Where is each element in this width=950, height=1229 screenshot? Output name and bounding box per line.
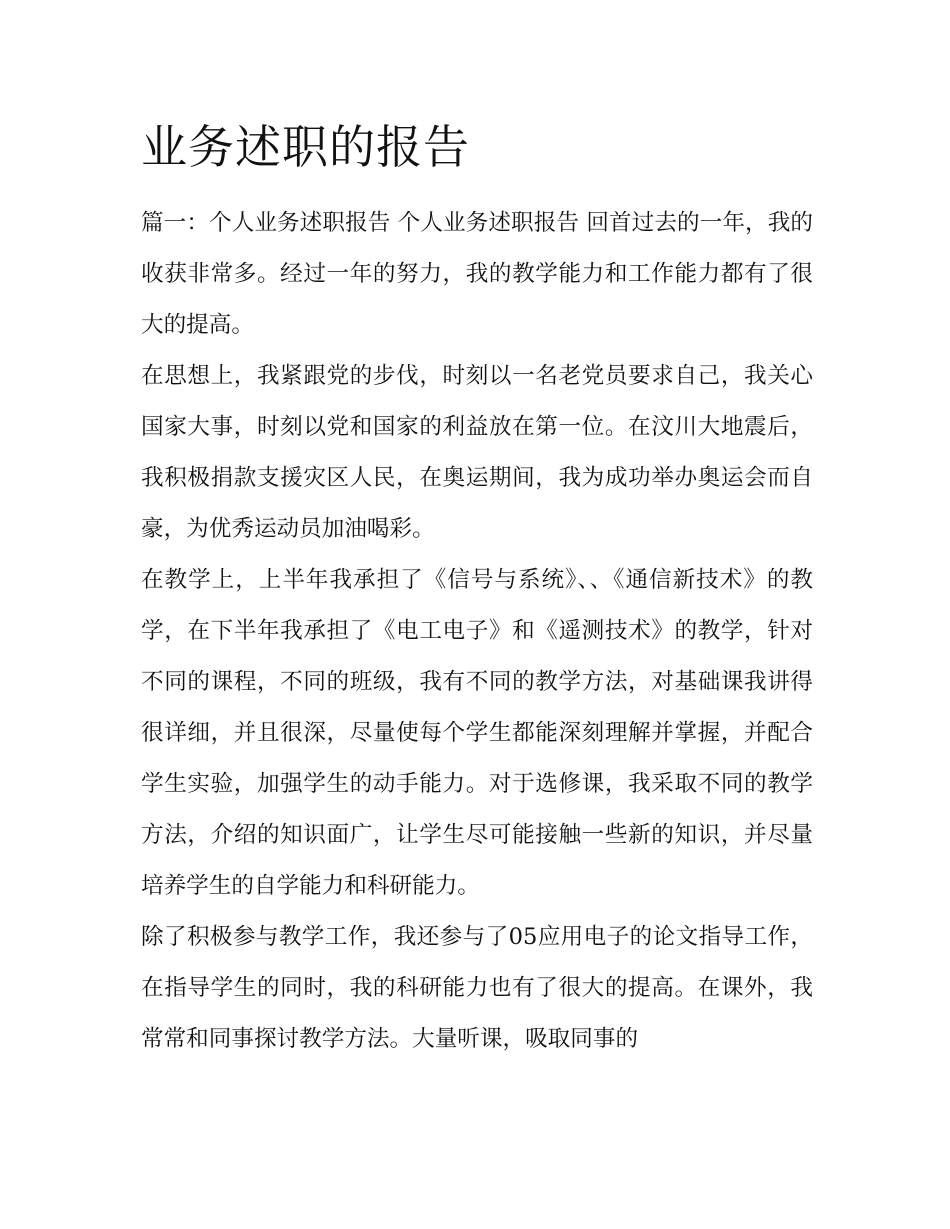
paragraph-teaching: 在教学上，上半年我承担了《信号与系统》、、《通信新技术》的教学，在下半年我承担了《电工电子》和《遥测技术》的教学，针对不同的课程，不同的班级，我有不同的教学方法，对基础课我讲得很详细，并且很深，尽量使每个学生都能深刻理解并掌握，并配合学生实验，加强学生的动手能力。对于选修课，我采取不同的教学方法，介绍的知识面广，让学生尽可能接触一些新的知识，并尽量培养学生的自学能力和科研能力。: [141, 567, 813, 899]
paragraph-research: 除了积极参与教学工作，我还参与了05应用电子的论文指导工作，在指导学生的同时，我的科研能力也有了很大的提高。在课外，我常常和同事探讨教学方法。大量听课，吸取同事的: [141, 924, 813, 1052]
document-title: 业务述职的报告: [141, 120, 470, 174]
paragraph-intro: 篇一：个人业务述职报告 个人业务述职报告 回首过去的一年，我的收获非常多。经过一年的努力，我的教学能力和工作能力都有了很大的提高。: [141, 210, 813, 338]
paragraph-ideology: 在思想上，我紧跟党的步伐，时刻以一名老党员要求自己，我关心国家大事，时刻以党和国家的利益放在第一位。在汶川大地震后，我积极捐款支援灾区人民，在奥运期间，我为成功举办奥运会而自豪，为优秀运动员加油喝彩。: [141, 363, 813, 542]
document-body: [141, 113, 813, 1065]
